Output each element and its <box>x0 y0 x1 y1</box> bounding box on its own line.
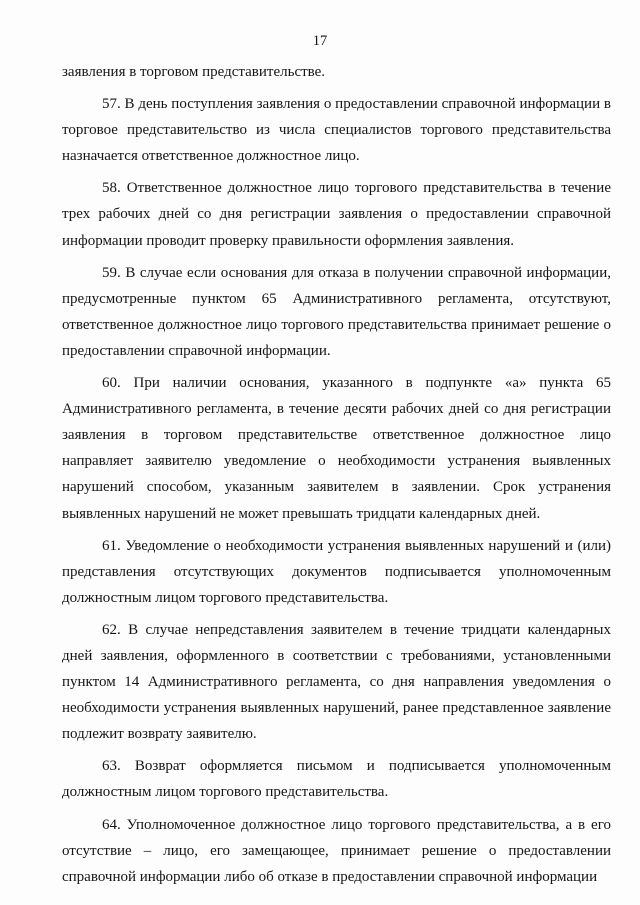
paragraph-64: 64. Уполномоченное должностное лицо торгового представительства, а в его отсутствие – лицо, его замещающее, принимает решение о предоставлении справочной информации либо об отказе в предоставлении справочной информации <box>62 816 611 885</box>
paragraph-continuation: заявления в торговом представительстве. <box>62 64 326 80</box>
paragraph-59: 59. В случае если основания для отказа в получении справочной информации, предусмотренные пунктом 65 Административного регламента, отсутствуют, ответственное должностное лицо торгового представительства принимает решение о предоставлении справочной информации. <box>62 264 611 359</box>
paragraph-57: 57. В день поступления заявления о предоставлении справочной информации в торговое представительство из числа специалистов торгового представительства назначается ответственное должностное лицо. <box>62 96 611 165</box>
paragraph-63: 63. Возврат оформляется письмом и подписывается уполномоченным должностным лицом торгового представительства. <box>62 758 611 801</box>
paragraph-60: 60. При наличии основания, указанного в подпункте «а» пункта 65 Административного регламента, в течение десяти рабочих дней со дня регистрации заявления в торговом представительстве ответственное должностное лицо направляет заявителю уведомление о необходимости устранения выявленных нарушений способом, указанным заявителем в заявлении. Срок устранения выявленных нарушений не может превышать тридцати календарных дней. <box>62 375 611 522</box>
paragraph-61: 61. Уведомление о необходимости устранения выявленных нарушений и (или) представления отсутствующих документов подписывается уполномоченным должностным лицом торгового представительства. <box>62 537 611 606</box>
paragraph-62: 62. В случае непредставления заявителем в течение тридцати календарных дней заявления, оформленного в соответствии с требованиями, установленными пунктом 14 Административного регламента, со дня направления уведомления о необходимости устранения выявленных нарушений, ранее представленное заявление подлежит возврату заявителю. <box>62 621 611 743</box>
paragraph-58: 58. Ответственное должностное лицо торгового представительства в течение трех рабочих дней со дня регистрации заявления о предоставлении справочной информации проводит проверку правильности оформления заявления. <box>62 180 611 249</box>
document-body <box>62 59 611 896</box>
page-number: 17 <box>312 33 328 49</box>
